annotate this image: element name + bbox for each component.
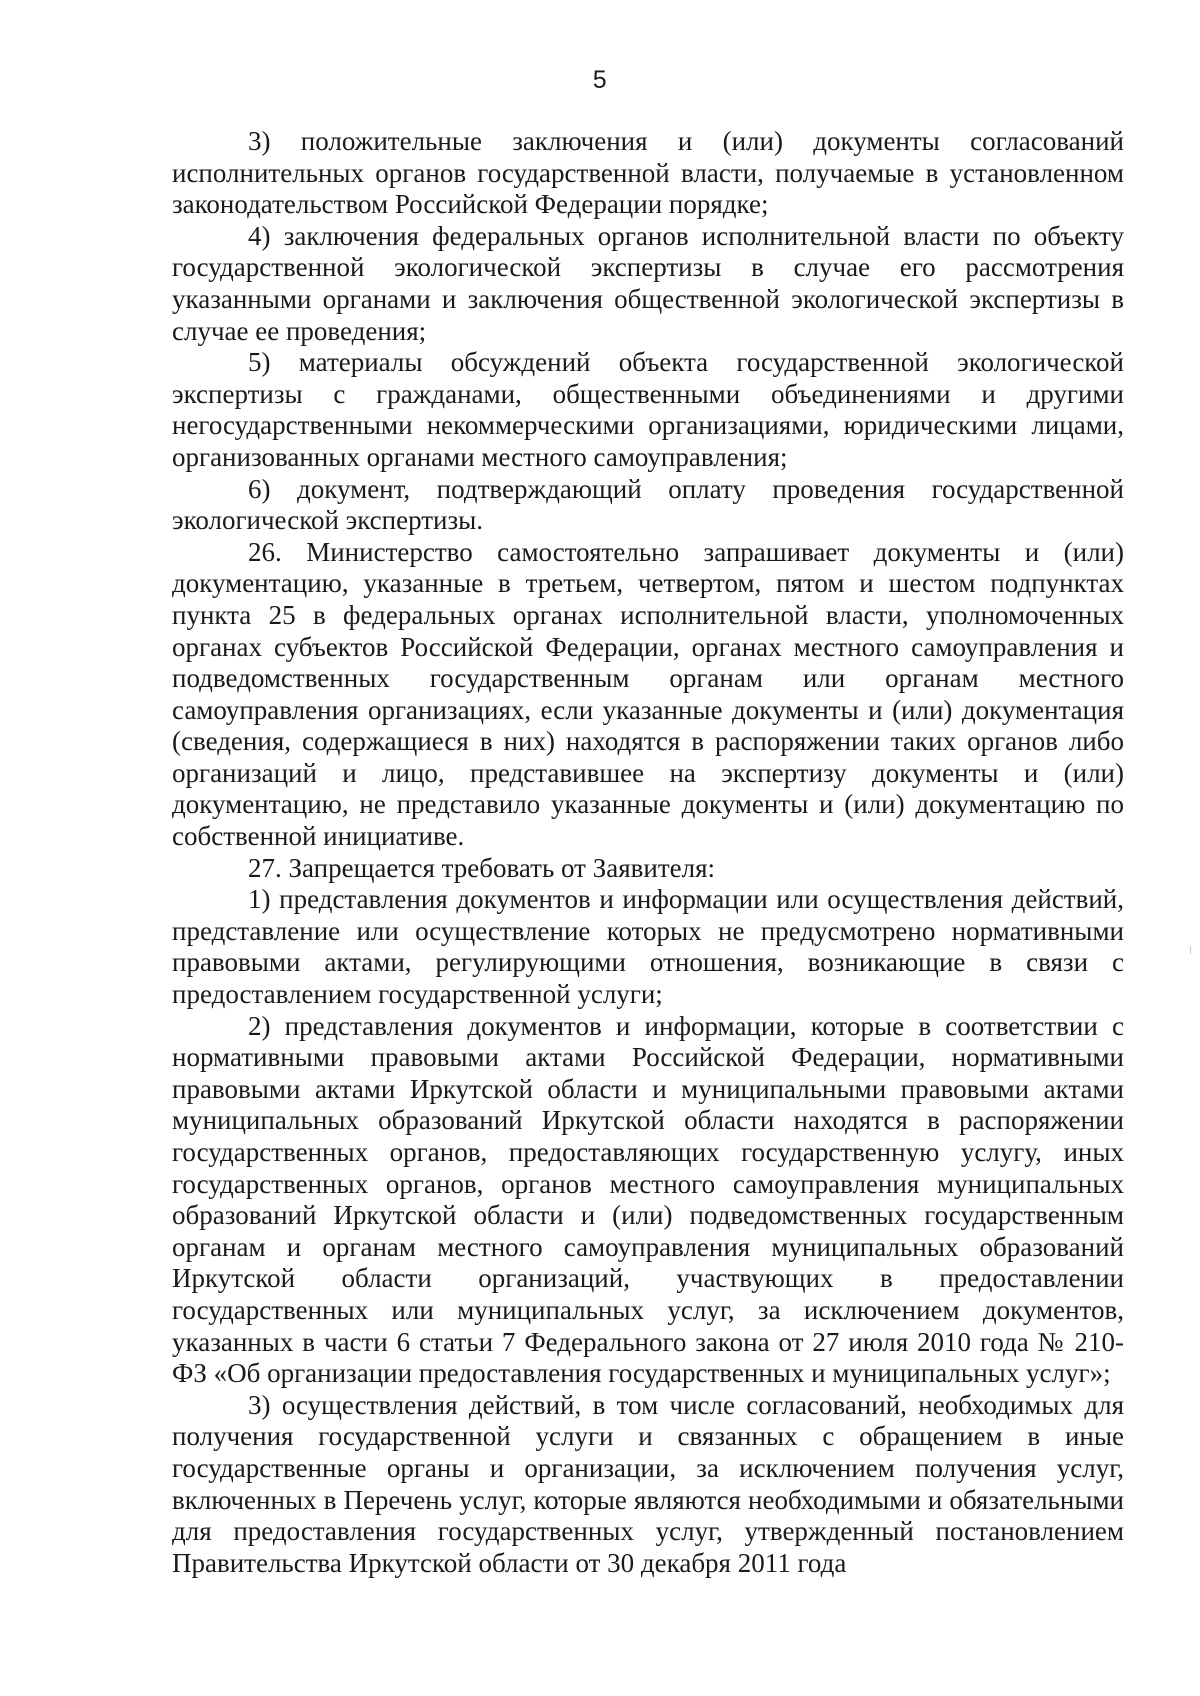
- paragraph-subitem-6-payment: 6) документ, подтверждающий оплату проведения государственной экологической экспертизы.: [172, 473, 1124, 536]
- document-body: [172, 126, 1124, 1579]
- paragraph-subitem-5-discussions: 5) материалы обсуждений объекта государственной экологической экспертизы с гражданами, общественными объединениями и другими негосударственными некоммерческими организациями, юридическими лицами, организованных органами местного самоуправления;: [172, 347, 1124, 472]
- paragraph-item-26: 26. Министерство самостоятельно запрашивает документы и (или) документацию, указанные в третьем, четвертом, пятом и шестом подпунктах пункта 25 в федеральных органах исполнительной власти, уполномоченных органах субъектов Российской Федерации, органах местного самоуправления и подведомственных государственным органам или органам местного самоуправления организациях, если указанные документы и (или) документация (сведения, содержащиеся в них) находятся в распоряжении таких органов либо организаций и лицо, представившее на экспертизу документы и (или) документацию, не представило указанные документы и (или) документацию по собственной инициативе.: [172, 536, 1124, 852]
- paragraph-subitem-3-approvals: 3) положительные заключения и (или) документы согласований исполнительных органов государственной власти, получаемые в установленном законодательством Российской Федерации порядке;: [172, 126, 1124, 220]
- paragraph-item-27: 27. Запрещается требовать от Заявителя:: [248, 852, 716, 883]
- paragraph-item-27-sub-3: 3) осуществления действий, в том числе согласований, необходимых для получения государственной услуги и связанных с обращением в иные государственные органы и организации, за исключением получения услуг, включенных в Перечень услуг, которые являются необходимыми и обязательными для предоставления государственных услуг, утвержденный постановлением Правительства Иркутской области от 30 декабря 2011 года: [172, 1389, 1124, 1578]
- paragraph-subitem-4-conclusions: 4) заключения федеральных органов исполнительной власти по объекту государственной экологической экспертизы в случае его рассмотрения указанными органами и заключения общественной экологической экспертизы в случае ее проведения;: [172, 220, 1124, 346]
- page-number: 5: [592, 66, 608, 94]
- paragraph-item-27-sub-1: 1) представления документов и информации или осуществления действий, представление или осуществление которых не предусмотрено нормативными правовыми актами, регулирующими отношения, возникающие в связи с предоставлением государственной услуги;: [172, 884, 1124, 1010]
- paragraph-item-27-sub-2: 2) представления документов и информации, которые в соответствии с нормативными правовыми актами Российской Федерации, нормативными правовыми актами Иркутской области и муниципальными правовыми актами муниципальных образований Иркутской области находятся в распоряжении государственных органов, предоставляющих государственную услугу, иных государственных органов, органов местного самоуправления муниципальных образований Иркутской области и (или) подведомственных государственным органам и органам местного самоуправления муниципальных образований Иркутской области организаций, участвующих в предоставлении государственных или муниципальных услуг, за исключением документов, указанных в части 6 статьи 7 Федерального закона от 27 июля 2010 года № 210-ФЗ «Об организации предоставления государственных и муниципальных услуг»;: [172, 1010, 1124, 1389]
- scan-artifact-mark: [1190, 946, 1191, 954]
